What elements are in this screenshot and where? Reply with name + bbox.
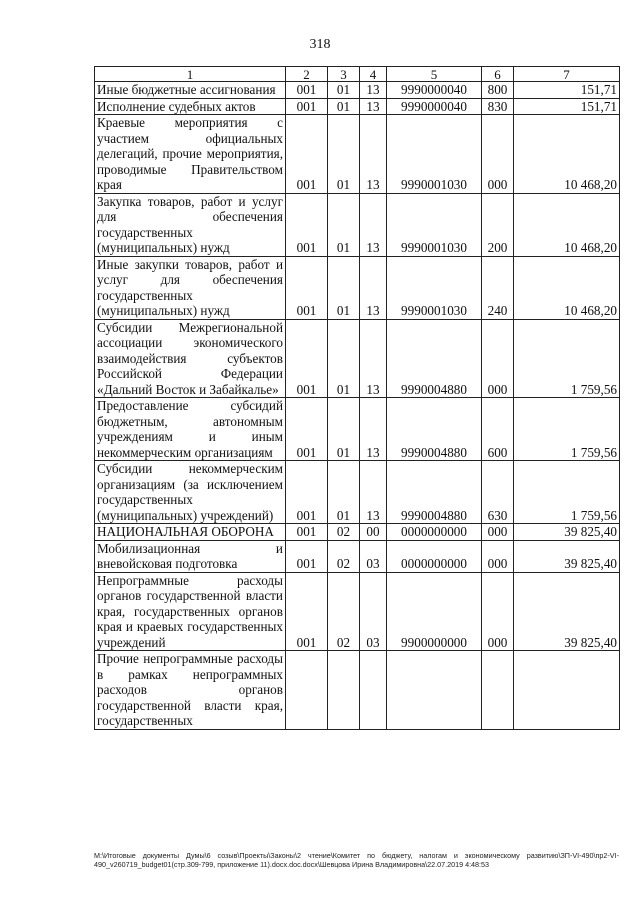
row-name: Субсидии Межрегиональной ассоциации экономического взаимодействия субъектов Российской Федерации «Дальний Восток и Забайкалье»: [95, 319, 286, 398]
column-header: 1: [95, 67, 286, 82]
expense-type-code: 830: [482, 98, 514, 115]
kvsr-code: 001: [286, 572, 328, 651]
table-row: [95, 98, 620, 115]
row-name: Иные бюджетные ассигнования: [95, 82, 286, 99]
column-header: 3: [328, 67, 360, 82]
table-row: [95, 256, 620, 319]
expense-type-code: 600: [482, 398, 514, 461]
file-path-footer: M:\Итоговые документы Думы\6 созыв\Проекты\Законы\2 чтение\Комитет по бюджету, налогам и экономическому развитию\ЗП-VI-490\пр2-VI-490_v260719_budget01(стр.309-799, приложение 11).docx.doc.docx\Шевцова Ирина Владимировна\22.07.2019 4:48:53: [94, 851, 619, 869]
amount: 10 468,20: [514, 115, 620, 194]
table-row: [95, 193, 620, 256]
table-row: [95, 524, 620, 541]
column-header: 5: [387, 67, 482, 82]
subsection-code: 13: [360, 82, 387, 99]
section-code: 01: [328, 115, 360, 194]
amount: 39 825,40: [514, 572, 620, 651]
amount: 1 759,56: [514, 319, 620, 398]
expense-type-code: 000: [482, 319, 514, 398]
section-code: 02: [328, 572, 360, 651]
kvsr-code: 001: [286, 115, 328, 194]
row-name: Мобилизационная и вневойсковая подготовка: [95, 540, 286, 572]
page-number: 318: [309, 37, 331, 52]
kvsr-code: [286, 651, 328, 730]
subsection-code: 13: [360, 398, 387, 461]
section-code: 02: [328, 540, 360, 572]
column-header: 4: [360, 67, 387, 82]
amount: 151,71: [514, 98, 620, 115]
subsection-code: 13: [360, 193, 387, 256]
column-header: 7: [514, 67, 620, 82]
target-article-code: 0000000000: [387, 524, 482, 541]
target-article-code: 9990004880: [387, 461, 482, 524]
expense-type-code: 000: [482, 540, 514, 572]
subsection-code: 13: [360, 319, 387, 398]
column-header: 6: [482, 67, 514, 82]
subsection-code: 13: [360, 98, 387, 115]
section-code: 01: [328, 193, 360, 256]
section-code: 01: [328, 256, 360, 319]
kvsr-code: 001: [286, 540, 328, 572]
amount: 151,71: [514, 82, 620, 99]
section-code: 02: [328, 524, 360, 541]
subsection-code: 13: [360, 256, 387, 319]
row-name: Иные закупки товаров, работ и услуг для обеспечения государственных (муниципальных) нужд: [95, 256, 286, 319]
section-code: 01: [328, 319, 360, 398]
table-row: [95, 540, 620, 572]
kvsr-code: 001: [286, 193, 328, 256]
kvsr-code: 001: [286, 82, 328, 99]
amount: [514, 651, 620, 730]
section-code: 01: [328, 82, 360, 99]
amount: 10 468,20: [514, 193, 620, 256]
row-name: НАЦИОНАЛЬНАЯ ОБОРОНА: [95, 524, 286, 541]
expense-type-code: 240: [482, 256, 514, 319]
target-article-code: 9990000040: [387, 98, 482, 115]
table-row: [95, 398, 620, 461]
target-article-code: 9990004880: [387, 398, 482, 461]
kvsr-code: 001: [286, 256, 328, 319]
header-row: [95, 67, 620, 82]
kvsr-code: 001: [286, 98, 328, 115]
row-name: Непрограммные расходы органов государственной власти края, государственных органов края и краевых государственных учреждений: [95, 572, 286, 651]
expense-type-code: 800: [482, 82, 514, 99]
amount: 39 825,40: [514, 524, 620, 541]
kvsr-code: 001: [286, 461, 328, 524]
row-name: Исполнение судебных актов: [95, 98, 286, 115]
target-article-code: 9990001030: [387, 115, 482, 194]
subsection-code: [360, 651, 387, 730]
subsection-code: 13: [360, 461, 387, 524]
table-row: [95, 651, 620, 730]
expense-type-code: 200: [482, 193, 514, 256]
expense-type-code: 000: [482, 572, 514, 651]
row-name: Субсидии некоммерческим организациям (за исключением государственных (муниципальных) учреждений): [95, 461, 286, 524]
kvsr-code: 001: [286, 524, 328, 541]
section-code: 01: [328, 398, 360, 461]
target-article-code: [387, 651, 482, 730]
table-row: [95, 572, 620, 651]
expense-type-code: [482, 651, 514, 730]
table-row: [95, 82, 620, 99]
section-code: 01: [328, 461, 360, 524]
target-article-code: 9990001030: [387, 256, 482, 319]
expense-type-code: 000: [482, 524, 514, 541]
table-row: [95, 319, 620, 398]
column-header: 2: [286, 67, 328, 82]
kvsr-code: 001: [286, 319, 328, 398]
target-article-code: 9990004880: [387, 319, 482, 398]
budget-table: [94, 66, 620, 730]
row-name: Краевые мероприятия с участием официальных делегаций, прочие мероприятия, проводимые Правительством края: [95, 115, 286, 194]
row-name: Прочие непрограммные расходы в рамках непрограммных расходов органов государственной власти края, государственных: [95, 651, 286, 730]
expense-type-code: 630: [482, 461, 514, 524]
row-name: Закупка товаров, работ и услуг для обеспечения государственных (муниципальных) нужд: [95, 193, 286, 256]
section-code: 01: [328, 98, 360, 115]
subsection-code: 13: [360, 115, 387, 194]
target-article-code: 9990001030: [387, 193, 482, 256]
amount: 10 468,20: [514, 256, 620, 319]
target-article-code: 9990000040: [387, 82, 482, 99]
expense-type-code: 000: [482, 115, 514, 194]
subsection-code: 00: [360, 524, 387, 541]
kvsr-code: 001: [286, 398, 328, 461]
amount: 39 825,40: [514, 540, 620, 572]
row-name: Предоставление субсидий бюджетным, автономным учреждениям и иным некоммерческим организациям: [95, 398, 286, 461]
target-article-code: 9900000000: [387, 572, 482, 651]
amount: 1 759,56: [514, 398, 620, 461]
amount: 1 759,56: [514, 461, 620, 524]
subsection-code: 03: [360, 540, 387, 572]
target-article-code: 0000000000: [387, 540, 482, 572]
table-row: [95, 115, 620, 194]
subsection-code: 03: [360, 572, 387, 651]
table-row: [95, 461, 620, 524]
section-code: [328, 651, 360, 730]
